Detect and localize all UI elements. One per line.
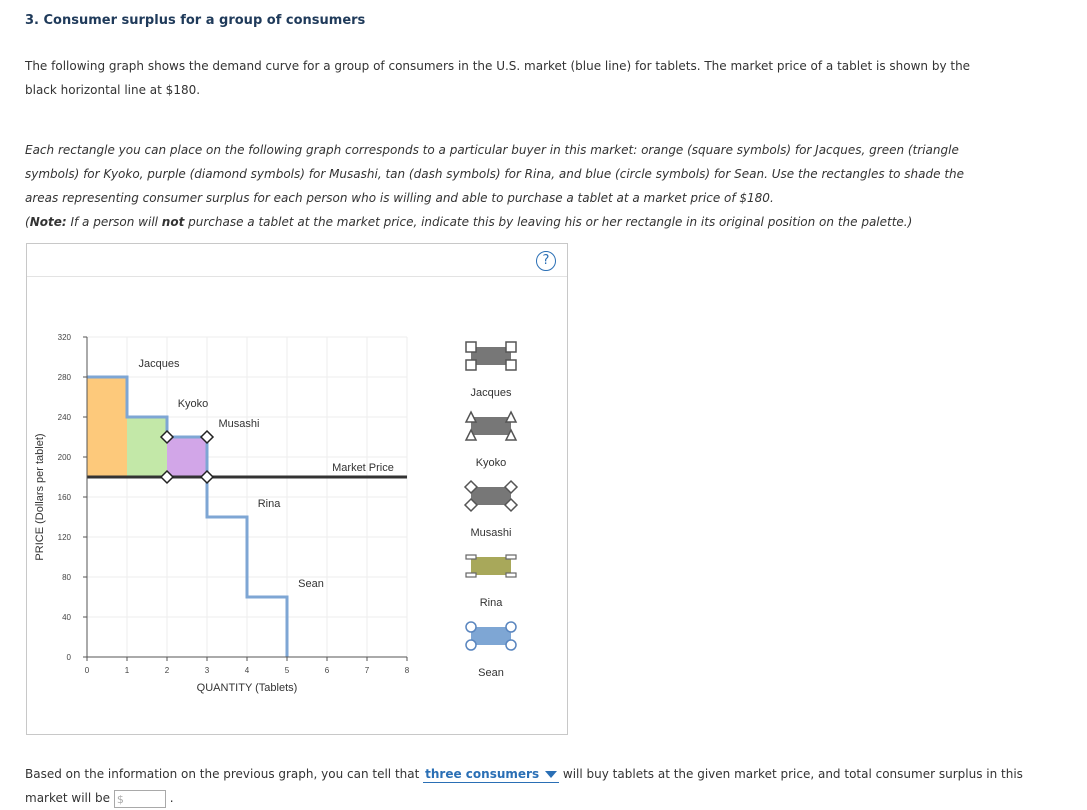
note-open: ( [25,215,30,229]
x-tick-label: 5 [284,666,290,675]
x-tick-label: 0 [84,666,90,675]
y-tick-label: 200 [57,453,71,462]
question-end: . [169,791,174,805]
note-not: not [161,215,185,229]
palette-rect-rina[interactable] [471,557,511,575]
x-tick-label: 4 [244,666,250,675]
surplus-rect-jacques[interactable] [87,377,127,477]
dash-symbol-icon [506,555,516,559]
surplus-rect-musashi[interactable] [167,437,207,477]
step-label-sean: Sean [298,578,324,590]
dash-symbol-icon [466,555,476,559]
palette-label-musashi: Musashi [470,527,512,539]
palette-rect-musashi[interactable] [471,487,511,505]
y-tick-label: 320 [57,333,71,342]
help-icon[interactable]: ? [536,251,556,271]
x-tick-label: 1 [124,666,130,675]
palette-label-sean: Sean [478,667,504,679]
note-mid: If a person will [66,215,162,229]
circle-symbol-icon [506,622,516,632]
chevron-down-icon [545,771,557,778]
question-title: 3. Consumer surplus for a group of consumers [25,13,366,28]
palette-item-sean[interactable] [466,622,516,679]
palette-label-jacques: Jacques [470,387,512,399]
x-tick-label: 7 [364,666,370,675]
step-label-musashi: Musashi [218,418,260,430]
x-axis-label: QUANTITY (Tablets) [196,682,298,694]
x-tick-label: 6 [324,666,330,675]
x-tick-label: 2 [164,666,170,675]
palette-item-rina[interactable] [466,555,516,609]
palette-label-kyoko: Kyoko [475,457,507,469]
dash-symbol-icon [466,573,476,577]
consumer-count-dropdown[interactable] [423,766,559,783]
square-symbol-icon [466,342,476,352]
intro-text: The following graph shows the demand curve for a group of consumers in the U.S. market (blue line) for tablets. The market price of a tablet is shown by the black horizontal line at $180. [25,59,971,97]
step-label-rina: Rina [257,498,281,510]
y-tick-label: 120 [57,533,71,542]
y-tick-label: 0 [66,653,71,662]
palette-label-rina: Rina [479,597,503,609]
y-tick-label: 240 [57,413,71,422]
step-label-kyoko: Kyoko [177,398,209,410]
palette-rect-kyoko[interactable] [471,417,511,435]
graph-panel [26,243,568,735]
dash-symbol-icon [506,573,516,577]
palette-item-kyoko[interactable] [466,412,516,469]
y-axis-label: PRICE (Dollars per tablet) [34,433,46,561]
note-label: Note: [29,215,67,229]
x-tick-label: 3 [204,666,210,675]
palette-rect-jacques[interactable] [471,347,511,365]
question-after: will buy tablets at the given market price, and total consumer surplus in this market will be [25,767,1023,805]
consumer-surplus-input[interactable]: $ [114,790,166,808]
consumer-surplus-graph [27,244,567,734]
circle-symbol-icon [466,640,476,650]
surplus-rect-kyoko[interactable] [127,417,167,477]
square-symbol-icon [466,360,476,370]
note-end: purchase a tablet at the market price, indicate this by leaving his or her rectangle in its original position on the palette.) [184,215,913,229]
circle-symbol-icon [506,640,516,650]
palette-item-musashi[interactable] [465,481,517,539]
x-tick-label: 8 [404,666,410,675]
y-tick-label: 80 [62,573,71,582]
question-before: Based on the information on the previous graph, you can tell that [25,767,424,781]
y-tick-label: 280 [57,373,71,382]
circle-symbol-icon [466,622,476,632]
y-tick-label: 160 [57,493,71,502]
market-price-label: Market Price [332,462,394,474]
answer-sentence [25,762,1025,810]
palette-item-jacques[interactable] [466,342,516,399]
y-tick-label: 40 [62,613,71,622]
palette-rect-sean[interactable] [471,627,511,645]
square-symbol-icon [506,360,516,370]
instructions-text [25,138,985,234]
dropdown-value: three consumers [425,767,540,781]
square-symbol-icon [506,342,516,352]
instructions-main: Each rectangle you can place on the following graph corresponds to a particular buyer in this market: orange (square symbols) for Jacques, green (triangle symbols) for Kyoko, purple (diamond symbols) for Musashi, tan (dash symbols) for Rina, and blue (circle symbols) for Sean. Use the rectangles to shade the areas representing consumer surplus for each person who is willing and able to purchase a tablet at a market price of $180. [25,143,965,205]
step-label-jacques: Jacques [138,358,180,370]
